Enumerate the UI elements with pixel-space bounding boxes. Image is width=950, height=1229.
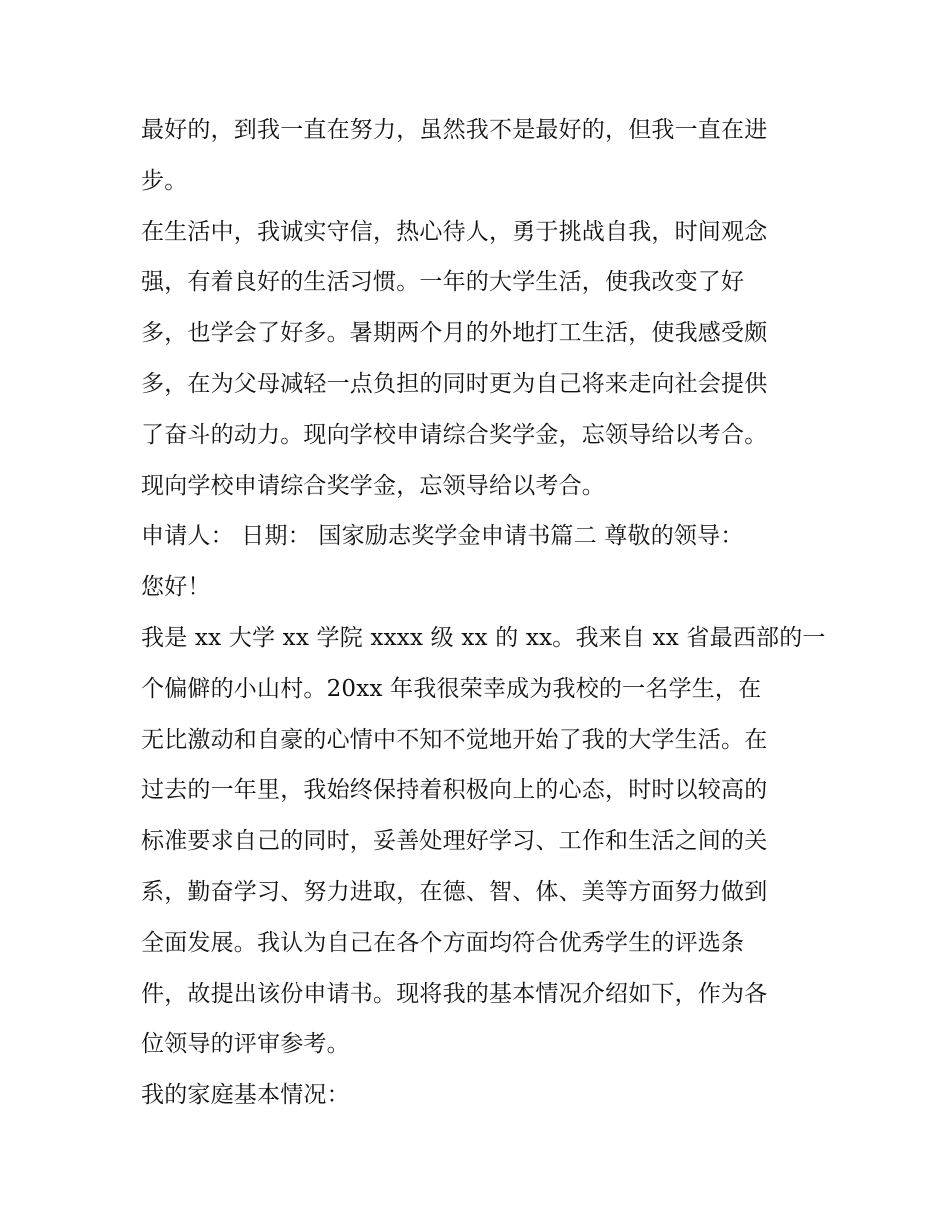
text-line: 标准要求自己的同时，妥善处理好学习、工作和生活之间的关 [141, 828, 768, 855]
text-line: 现向学校申请综合奖学金，忘领导给以考合。 [141, 472, 605, 499]
text-line: 最好的，到我一直在努力，虽然我不是最好的，但我一直在进 [141, 117, 768, 143]
text-line: 多，在为父母减轻一点负担的同时更为自己将来走向社会提供 [141, 370, 768, 397]
text-line: 个偏僻的小山村。20xx 年我很荣幸成为我校的一名学生，在 [141, 675, 762, 702]
text-line: 系，勤奋学习、努力进取，在德、智、体、美等方面努力做到 [141, 878, 768, 905]
text-line: 我的家庭基本情况： [141, 1082, 350, 1109]
text-line: 多，也学会了好多。暑期两个月的外地打工生活，使我感受颇 [141, 320, 768, 347]
text-line: 过去的一年里，我始终保持着积极向上的心态，时时以较高的 [141, 777, 768, 804]
text-line: 在生活中，我诚实守信，热心待人，勇于挑战自我，时间观念 [141, 218, 768, 245]
text-line: 步。 [141, 167, 188, 194]
text-line: 强，有着良好的生活习惯。一年的大学生活，使我改变了好 [141, 269, 745, 296]
text-line: 无比激动和自豪的心情中不知不觉地开始了我的大学生活。在 [141, 726, 768, 753]
text-line: 您好！ [141, 574, 211, 601]
text-line: 申请人： 日期： 国家励志奖学金申请书篇二 尊敬的领导： [141, 523, 744, 550]
text-line: 我是 xx 大学 xx 学院 xxxx 级 xx 的 xx。我来自 xx 省最西部的一 [141, 624, 826, 651]
text-line: 件，故提出该份申请书。现将我的基本情况介绍如下，作为各 [141, 980, 768, 1007]
text-line: 全面发展。我认为自己在各个方面均符合优秀学生的评选条 [141, 929, 745, 956]
document-body [141, 105, 826, 1121]
text-line: 位领导的评审参考。 [141, 1031, 350, 1058]
text-line: 了奋斗的动力。现向学校申请综合奖学金，忘领导给以考合。 [141, 421, 768, 448]
